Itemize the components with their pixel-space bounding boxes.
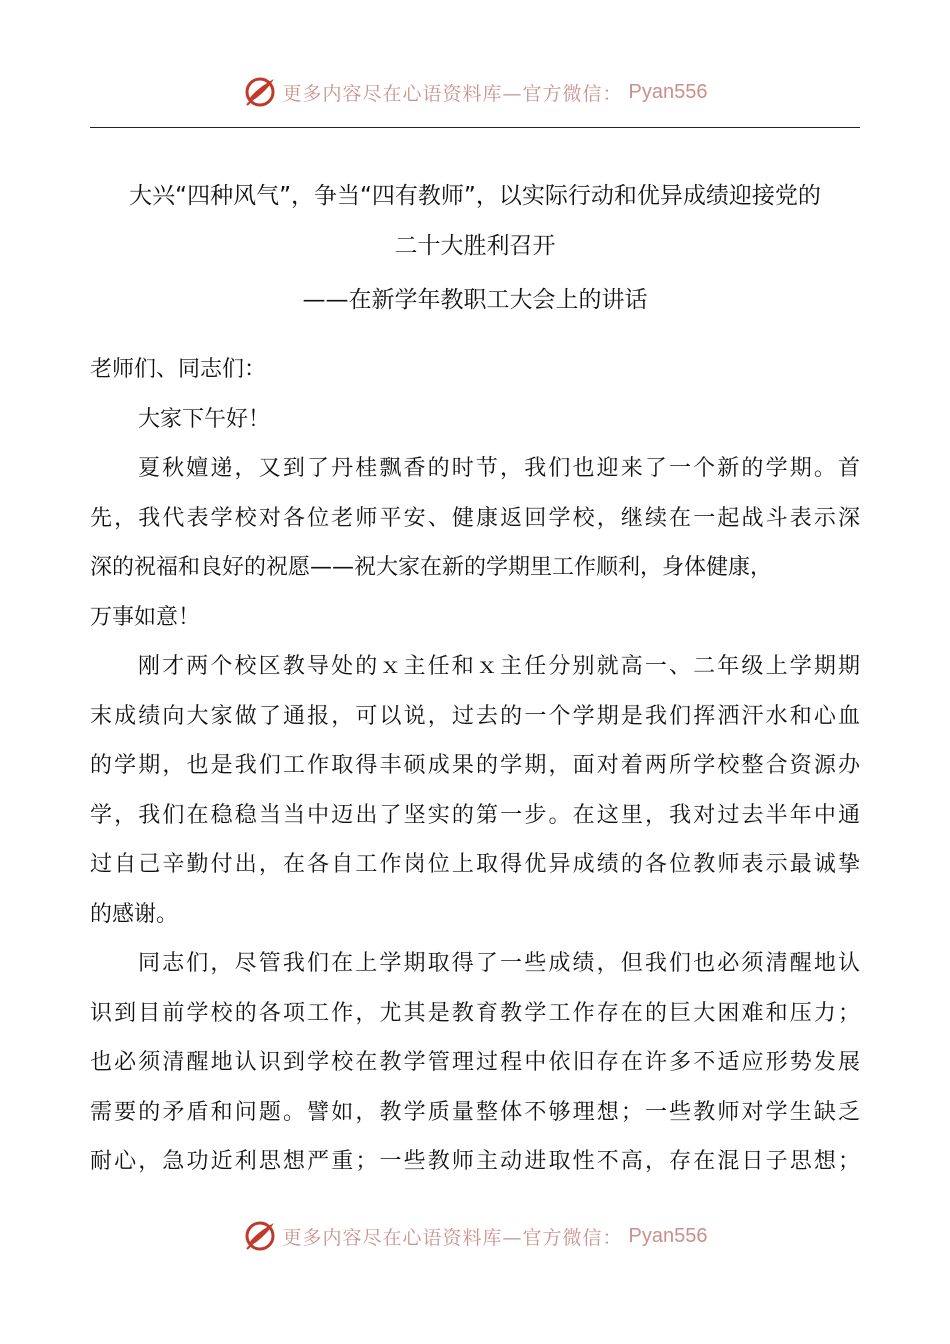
paragraph-line: 夏秋嬗递，又到了丹桂飘香的时节，我们也迎来了一个新的学期。首 — [138, 456, 860, 481]
document-title-line-2: 二十大胜利召开 — [394, 233, 556, 259]
paragraph-line: 万事如意！ — [90, 604, 201, 630]
quill-logo-icon — [243, 75, 277, 109]
banner-wechat-id: Pyan556 — [628, 1224, 708, 1247]
paragraph-2 — [90, 642, 860, 939]
paragraph-line: 识到目前学校的各项工作，尤其是教育教学工作存在的巨大困难和压力； — [90, 1000, 860, 1026]
banner-text: 更多内容尽在心语资料库—官方微信： — [282, 1226, 623, 1249]
header-divider — [90, 127, 860, 128]
document-subtitle: ——在新学年教职工大会上的讲话 — [302, 287, 648, 313]
paragraph-3 — [90, 939, 860, 1187]
document-body — [90, 345, 860, 1187]
footer-watermark-banner — [0, 1216, 950, 1256]
paragraph-line: 的感谢。 — [90, 901, 179, 927]
paragraph-line: 过自己辛勤付出，在各自工作岗位上取得优异成绩的各位教师表示最诚挚 — [90, 852, 860, 877]
salutation: 老师们、同志们： — [90, 357, 267, 382]
document-title-line-1: 大兴“四种风气”，争当“四有教师”，以实际行动和优异成绩迎接党的 — [129, 183, 821, 209]
paragraph-line: 的学期，也是我们工作取得丰硕成果的学期，面对着两所学校整合资源办 — [90, 753, 860, 778]
paragraph-line: 先，我代表学校对各位老师平安、健康返回学校，继续在一起战斗表示深 — [90, 505, 860, 531]
greeting: 大家下午好！ — [138, 406, 271, 432]
paragraph-line: 耐心，急功近利思想严重；一些教师主动进取性不高，存在混日子思想； — [90, 1149, 860, 1174]
banner-wechat-id: Pyan556 — [628, 80, 708, 103]
paragraph-line: 也必须清醒地认识到学校在教学管理过程中依旧存在许多不适应形势发展 — [90, 1050, 860, 1075]
paragraph-line: 同志们，尽管我们在上学期取得了一些成绩，但我们也必须清醒地认 — [138, 951, 860, 976]
paragraph-line: 需要的矛盾和问题。譬如，教学质量整体不够理想；一些教师对学生缺乏 — [90, 1099, 860, 1125]
header-watermark-banner — [0, 72, 950, 112]
banner-text: 更多内容尽在心语资料库—官方微信： — [282, 82, 623, 105]
paragraph-line: 末成绩向大家做了通报，可以说，过去的一个学期是我们挥洒汗水和心血 — [90, 703, 860, 729]
paragraph-line: 深的祝福和良好的祝愿——祝大家在新的学期里工作顺利，身体健康， — [90, 555, 773, 580]
paragraph-line: 学，我们在稳稳当当中迈出了坚实的第一步。在这里，我对过去半年中通 — [90, 802, 860, 828]
paragraph-line: 刚才两个校区教导处的ｘ主任和ｘ主任分别就高一、二年级上学期期 — [138, 654, 860, 679]
quill-logo-icon — [243, 1219, 277, 1253]
paragraph-1 — [90, 444, 860, 642]
